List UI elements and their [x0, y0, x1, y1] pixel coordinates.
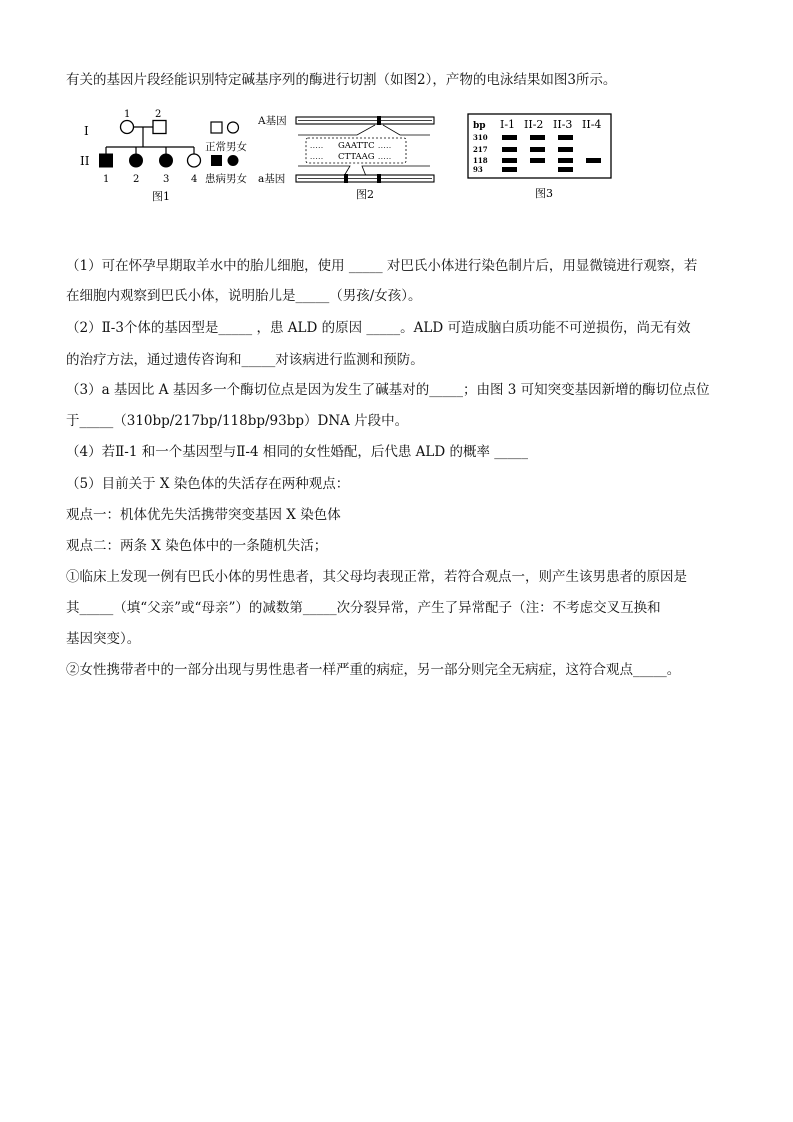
generation-1-label: I — [84, 124, 89, 138]
legend-affected-female-symbol — [228, 155, 239, 166]
lane-label-ii3: II-3 — [553, 118, 573, 131]
legend-normal-female-symbol — [228, 122, 239, 133]
question-1-line-1: （1）可在怀孕早期取羊水中的胎儿细胞，使用 _____ 对巴氏小体进行染色制片后，用显微镜进行观察，若 — [66, 258, 698, 274]
legend-affected-male-symbol — [211, 155, 222, 166]
individual-i1-female — [121, 121, 134, 134]
cut-site-marker-lower-2 — [377, 174, 381, 183]
figure-3-caption: 图3 — [535, 187, 553, 200]
band-i1-310 — [502, 135, 517, 140]
question-3-line-1: （3）a 基因比 A 基因多一个酶切位点是因为发生了碱基对的_____；由图 3 可知突变基因新增的酶切位点位 — [66, 382, 710, 398]
row-label-118: 118 — [473, 156, 488, 165]
viewpoint-2: 观点二：两条 X 染色体中的一条随机失活； — [66, 538, 328, 554]
sub-question-2: ②女性携带者中的一部分出现与男性患者一样严重的病症，另一部分则完全无病症，这符合观点_____。 — [66, 662, 681, 678]
band-ii2-217 — [530, 147, 545, 152]
band-ii3-118 — [558, 158, 573, 163]
row-label-217: 217 — [473, 145, 488, 154]
figure-2-caption: 图2 — [356, 188, 374, 201]
cut-site-marker-lower-1 — [344, 174, 348, 183]
question-1-line-2: 在细胞内观察到巴氏小体，说明胎儿是_____（男孩/女孩）。 — [66, 288, 422, 304]
lane-label-ii2: II-2 — [524, 118, 544, 131]
question-2-line-2: 的治疗方法，通过遗传咨询和_____对该病进行监测和预防。 — [66, 352, 424, 368]
individual-ii2-number: 2 — [133, 174, 140, 185]
sequence-dots-top-right: ..... — [378, 142, 392, 150]
lane-label-i1: I-1 — [500, 118, 516, 131]
row-label-93: 93 — [473, 165, 483, 174]
band-ii2-310 — [530, 135, 545, 140]
restriction-site-figure — [258, 110, 443, 203]
pedigree-figure — [70, 108, 255, 203]
legend-normal-male-symbol — [211, 122, 222, 133]
individual-i2-male — [153, 121, 166, 134]
individual-ii4-number: 4 — [191, 174, 198, 185]
gel-bp-header: bp — [473, 121, 486, 131]
individual-ii3-number: 3 — [163, 174, 170, 185]
gene-a-lower-label: a基因 — [258, 173, 286, 185]
individual-i1-number: 1 — [124, 109, 131, 120]
band-ii3-93 — [558, 167, 573, 172]
individual-ii1-affected-male — [100, 154, 113, 167]
sequence-dots-top: ..... — [310, 142, 324, 150]
cut-site-marker-upper — [377, 116, 381, 125]
individual-ii2-affected-female — [130, 154, 143, 167]
band-i1-217 — [502, 147, 517, 152]
legend-normal-label: 正常男女 — [205, 141, 247, 153]
zoom-guide-upper — [298, 125, 375, 135]
sub-question-1-line-3: 基因突变）。 — [66, 631, 141, 647]
question-5: （5）目前关于 X 染色体的失活存在两种观点： — [66, 476, 350, 492]
band-i1-118 — [502, 158, 517, 163]
gene-a-upper-label: A基因 — [258, 115, 287, 127]
question-4: （4）若Ⅱ-1 和一个基因型与Ⅱ-4 相同的女性婚配，后代患 ALD 的概率 _____ — [66, 444, 528, 460]
electrophoresis-figure — [466, 112, 616, 204]
sub-question-1-line-2: 其_____（填“父亲”或“母亲”）的减数第_____次分裂异常，产生了异常配子（注：不考虑交叉互换和 — [66, 600, 661, 616]
intro-text: 有关的基因片段经能识别特定碱基序列的酶进行切割（如图2），产物的电泳结果如图3所示。 — [66, 72, 617, 88]
generation-2-label: II — [80, 154, 90, 168]
question-3-line-2: 于_____（310bp/217bp/118bp/93bp）DNA 片段中。 — [66, 413, 409, 429]
zoom-guide-upper-right — [383, 125, 430, 135]
individual-i2-number: 2 — [155, 109, 162, 120]
band-i1-93 — [502, 167, 517, 172]
individual-ii4-normal-female — [188, 154, 201, 167]
sequence-bottom-strand: CTTAAG — [338, 152, 375, 162]
band-ii2-118 — [530, 158, 545, 163]
individual-ii1-number: 1 — [103, 174, 110, 185]
legend-affected-label: 患病男女 — [205, 173, 247, 185]
band-ii3-310 — [558, 135, 573, 140]
lane-label-ii4: II-4 — [582, 118, 602, 131]
sub-question-1-line-1: ①临床上发现一例有巴氏小体的男性患者，其父母均表现正常，若符合观点一，则产生该男患者的原因是 — [66, 569, 687, 585]
band-ii3-217 — [558, 147, 573, 152]
band-ii4-118 — [586, 158, 601, 163]
sequence-dots-bottom-right: ..... — [378, 153, 392, 161]
sequence-top-strand: GAATTC — [338, 141, 375, 151]
question-2-line-1: （2）Ⅱ-3个体的基因型是_____ ，患 ALD 的原因 _____。ALD 可造成脑白质功能不可逆损伤，尚无有效 — [66, 320, 691, 336]
viewpoint-1: 观点一：机体优先失活携带突变基因 X 染色体 — [66, 507, 341, 523]
figure-1-caption: 图1 — [152, 190, 170, 203]
individual-ii3-affected-female — [160, 154, 173, 167]
sequence-dots-bottom: ..... — [310, 153, 324, 161]
row-label-310: 310 — [473, 133, 488, 142]
